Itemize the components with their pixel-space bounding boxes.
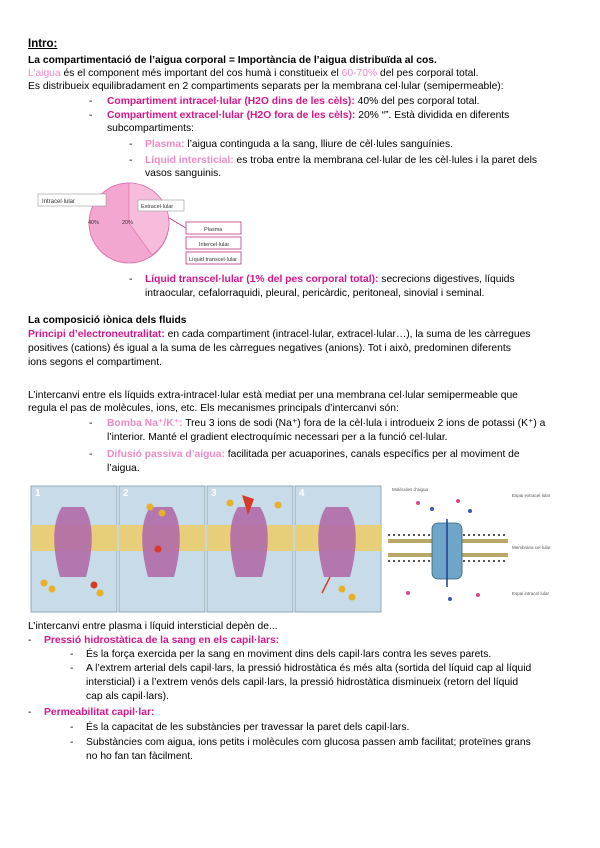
water-term: L’aigua bbox=[28, 68, 61, 79]
label-water-molecules: Molècules d’aigua bbox=[392, 487, 429, 492]
bullet-dash: - bbox=[89, 449, 93, 460]
hydrostatic-point-2-line2: intersticial) i a l’extrem venós dels capil·lars, la pressió hidrostàtica disminueix (retorn del líquid bbox=[86, 677, 519, 688]
transcellular-text: secrecions digestives, líquids bbox=[378, 274, 515, 285]
extracellular-text-line2: subcompartiments: bbox=[107, 123, 194, 134]
paragraph-electroneutrality bbox=[28, 328, 530, 341]
bullet-dash: - bbox=[129, 155, 133, 166]
item-extracellular bbox=[107, 109, 509, 122]
bullet-dash: - bbox=[89, 96, 93, 107]
electroneutrality-line2: positives (cations) és igual a la suma de les càrregues negatives (anions). Tot i això, predominen diferents bbox=[28, 343, 511, 354]
intro-heading: Intro: bbox=[28, 38, 58, 50]
box-transcellular-text: Líquid transcel·lular bbox=[189, 257, 237, 263]
hydrostatic-term: Pressió hidrostàtica de la sang en els capil·lars: bbox=[44, 635, 280, 646]
item-diffusion bbox=[107, 448, 520, 461]
hydrostatic-point-1: És la força exercida per la sang en moviment dins dels capil·lars contra les seves parets. bbox=[86, 649, 492, 660]
transcellular-term: Líquid transcel·lular (1% del pes corporal total): bbox=[145, 274, 379, 285]
pct-right: 20% bbox=[122, 220, 134, 226]
pump-figure bbox=[30, 485, 384, 613]
water-percentage: 60-70% bbox=[341, 68, 378, 79]
pump-panel-4 bbox=[295, 486, 381, 612]
item-interstitial bbox=[145, 154, 537, 167]
label-right-text: Extracel·lular bbox=[141, 204, 174, 210]
intracellular-text: 40% del pes corporal total. bbox=[354, 96, 480, 107]
paragraph-plasma-interstitial: L’intercanvi entre plasma i líquid intersticial depèn de... bbox=[28, 621, 278, 632]
panel-2-number: 2 bbox=[123, 488, 129, 499]
pump-panel-3 bbox=[207, 486, 293, 612]
interstitial-text-line2: vasos sanguinis. bbox=[145, 168, 222, 179]
pump-text: Treu 3 ions de sodi (Na⁺) fora de la cèl·lula i introdueix 2 ions de potassi (K⁺) a bbox=[182, 418, 546, 429]
panel-3-number: 3 bbox=[211, 488, 217, 499]
paragraph-water-text-end: del pes corporal total. bbox=[377, 68, 479, 79]
diffusion-text-line2: l’aigua. bbox=[107, 463, 140, 474]
item-transcellular bbox=[145, 273, 515, 286]
item-intracellular bbox=[107, 95, 480, 108]
bullet-dash: - bbox=[70, 649, 74, 660]
panel-4-number: 4 bbox=[299, 488, 305, 499]
electroneutrality-term: Principi d’electroneutralitat: bbox=[28, 329, 165, 340]
interstitial-term: Líquid intersticial: bbox=[145, 155, 234, 166]
panel-1-number: 1 bbox=[35, 488, 41, 499]
item-pump bbox=[107, 417, 545, 430]
transcellular-text-line2: intraocular, cefalorraquidi, pleural, pericàrdic, peritoneal, sinovial i seminal. bbox=[145, 288, 485, 299]
permeability-point-1: És la capacitat de les substàncies per travessar la paret dels capil·lars. bbox=[86, 722, 410, 733]
pump-panel-1 bbox=[31, 486, 117, 612]
item-plasma bbox=[145, 138, 453, 151]
plasma-term: Plasma: bbox=[145, 139, 185, 150]
bullet-dash: - bbox=[129, 139, 133, 150]
connector-line bbox=[169, 218, 186, 228]
paragraph-exchange-line2: regula el pas de molècules, ions, etc. Els mecanismes principals d’intercanvi són: bbox=[28, 403, 399, 414]
paragraph-exchange: L’intercanvi entre els líquids extra-intracel·lular està mediat per una membrana cel·lular semipermeable que bbox=[28, 390, 518, 401]
intracellular-term: Compartiment intracel·lular (H2O dins de les cèls): bbox=[107, 96, 355, 107]
electroneutrality-text: en cada compartiment (intracel·lular, extracel·lular…), la suma de les càrregues bbox=[164, 329, 531, 340]
box-plasma-text: Plasma bbox=[204, 227, 223, 233]
bullet-dash: - bbox=[28, 635, 32, 646]
diffusion-term: Difusió passiva d’aigua: bbox=[107, 449, 225, 460]
paragraph-distribution: Es distribueix equilibradament en 2 compartiments separats per la membrana cel·lular (semipermeable): bbox=[28, 81, 504, 92]
label-extracellular-space: Espai extracel·lular bbox=[512, 493, 551, 498]
aquaporin-figure bbox=[388, 483, 574, 615]
bullet-dash: - bbox=[70, 737, 74, 748]
bullet-dash: - bbox=[70, 663, 74, 674]
pump-text-line2: l’interior. Manté el gradient electroquímic necessari per a la funció cel·lular. bbox=[107, 432, 448, 443]
label-left-text: Intracel·lular bbox=[42, 199, 76, 205]
pump-panel-2 bbox=[119, 486, 205, 612]
permeability-point-2: Substàncies com aigua, ions petits i molècules com glucosa passen amb facilitat; proteïnes grans bbox=[86, 737, 531, 748]
plasma-text: l’aigua continguda a la sang, lliure de cèl·lules sanguínies. bbox=[184, 139, 453, 150]
bullet-dash: - bbox=[89, 110, 93, 121]
box-intercellular-text: Intercel·lular bbox=[199, 242, 230, 248]
bullet-dash: - bbox=[70, 722, 74, 733]
permeability-term: Permeabilitat capil·lar: bbox=[44, 707, 155, 718]
section1-title: La compartimentació de l’aigua corporal = Importància de l’aigua distribuïda al cos. bbox=[28, 55, 437, 66]
pct-left: 40% bbox=[88, 220, 100, 226]
section2-title: La composició iònica dels fluids bbox=[28, 315, 187, 326]
bullet-dash: - bbox=[129, 274, 133, 285]
paragraph-water-text: és el component més important del cos humà i constitueix el bbox=[60, 68, 342, 79]
diffusion-text: facilitada per acuaporines, canals específics per al moviment de bbox=[224, 449, 520, 460]
interstitial-text: es troba entre la membrana cel·lular de les cèl·lules i la paret dels bbox=[233, 155, 538, 166]
extracellular-text: 20% “”. Està dividida en diferents bbox=[355, 110, 510, 121]
pump-term: Bomba Na⁺/K⁺: bbox=[107, 418, 183, 429]
hydrostatic-point-2-line3: cap als capil·lars). bbox=[86, 691, 169, 702]
permeability-point-2-line2: no ho fan tan fàcilment. bbox=[86, 751, 194, 762]
label-intracellular-space: Espai intracel·lular bbox=[512, 591, 550, 596]
label-cell-membrane: Membrana cel·lular bbox=[512, 545, 551, 550]
electroneutrality-line3: ions segons el compartiment. bbox=[28, 357, 162, 368]
compartment-diagram bbox=[34, 180, 274, 270]
extracellular-term: Compartiment extracel·lular (H2O fora de les cèls): bbox=[107, 110, 356, 121]
bullet-dash: - bbox=[89, 418, 93, 429]
bullet-dash: - bbox=[28, 707, 32, 718]
hydrostatic-point-2: A l’extrem arterial dels capil·lars, la pressió hidrostàtica és més alta (sortida del líquid cap al líquid bbox=[86, 663, 532, 674]
paragraph-water bbox=[28, 67, 478, 80]
